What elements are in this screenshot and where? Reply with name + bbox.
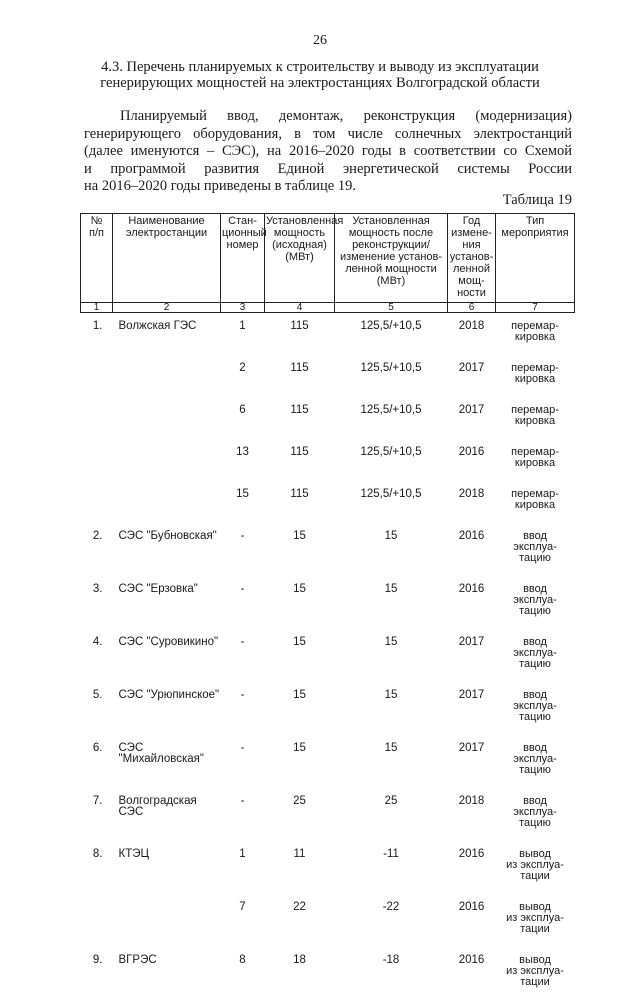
section-title-line: 4.3. Перечень планируемых к строительству и выводу из эксплуатации — [80, 59, 560, 75]
row-number: 5. — [81, 680, 113, 733]
column-header-line: мощность — [266, 227, 333, 239]
column-header-line: реконструкции/ — [336, 239, 446, 251]
original-capacity: 25 — [265, 786, 335, 839]
event-type — [496, 353, 575, 395]
event-type-line: эксплуа- — [497, 595, 574, 606]
column-header-line: Тип — [497, 215, 573, 227]
event-type-line: вывод — [497, 849, 574, 860]
event-type-line: тации — [497, 977, 574, 988]
intro-line: и программой развития Единой энергетической системы России — [84, 161, 572, 179]
table-body — [81, 313, 575, 998]
column-header-line: ния — [449, 239, 494, 251]
event-type-line: тацию — [497, 553, 574, 564]
original-capacity: 15 — [265, 627, 335, 680]
change-year: 2016 — [448, 892, 496, 945]
event-type-line: ввод — [497, 743, 574, 754]
table-header-row — [81, 214, 575, 303]
column-header-line: ленной — [449, 263, 494, 275]
row-number — [81, 892, 113, 945]
row-number: 4. — [81, 627, 113, 680]
table-row — [81, 627, 575, 680]
station-name: Волгоградская СЭС — [113, 786, 221, 839]
column-header-line: мощ- — [449, 275, 494, 287]
event-type-line: тацию — [497, 712, 574, 723]
original-capacity: 22 — [265, 892, 335, 945]
station-name — [113, 395, 221, 437]
station-number: - — [221, 786, 265, 839]
column-header-line: Установленная — [336, 215, 446, 227]
event-type-line: ввод — [497, 796, 574, 807]
intro-line: генерирующего оборудования, в том числе солнечных электростанций — [84, 126, 572, 144]
column-number: 6 — [448, 303, 496, 313]
station-number: - — [221, 521, 265, 574]
table-row — [81, 839, 575, 892]
station-number: - — [221, 574, 265, 627]
event-type-line: тацию — [497, 818, 574, 829]
column-header-line: ности — [449, 287, 494, 299]
original-capacity: 115 — [265, 395, 335, 437]
column-number: 3 — [221, 303, 265, 313]
station-name: СЭС "Суровикино" — [113, 627, 221, 680]
table-caption: Таблица 19 — [503, 192, 572, 209]
capacity-after: -11 — [335, 839, 448, 892]
event-type-line: из эксплуа- — [497, 966, 574, 977]
event-type — [496, 574, 575, 627]
change-year: 2018 — [448, 479, 496, 521]
event-type-line: кировка — [497, 332, 574, 343]
column-header-line: мероприятия — [497, 227, 573, 239]
table-row — [81, 574, 575, 627]
event-type-line: ввод — [497, 690, 574, 701]
original-capacity: 11 — [265, 839, 335, 892]
capacity-after: 15 — [335, 733, 448, 786]
table-row — [81, 353, 575, 395]
table-row — [81, 680, 575, 733]
change-year: 2017 — [448, 680, 496, 733]
column-header-line: Год — [449, 215, 494, 227]
column-header-line: Стан- — [222, 215, 263, 227]
capacity-after: 15 — [335, 574, 448, 627]
change-year: 2018 — [448, 786, 496, 839]
event-type-line: эксплуа- — [497, 648, 574, 659]
event-type — [496, 395, 575, 437]
event-type-line: ввод — [497, 637, 574, 648]
column-header — [448, 214, 496, 303]
original-capacity: 115 — [265, 353, 335, 395]
capacity-after: 15 — [335, 627, 448, 680]
station-name — [113, 353, 221, 395]
page-number: 26 — [0, 33, 640, 49]
event-type-line: тацию — [497, 659, 574, 670]
row-number: 8. — [81, 839, 113, 892]
original-capacity: 15 — [265, 680, 335, 733]
capacity-after: 125,5/+10,5 — [335, 479, 448, 521]
capacity-after: 125,5/+10,5 — [335, 437, 448, 479]
table-row — [81, 786, 575, 839]
station-name: ВГРЭС — [113, 945, 221, 998]
column-number: 4 — [265, 303, 335, 313]
column-header — [496, 214, 575, 303]
original-capacity: 15 — [265, 574, 335, 627]
station-name: КТЭЦ — [113, 839, 221, 892]
change-year: 2018 — [448, 313, 496, 354]
event-type-line: перемар- — [497, 489, 574, 500]
change-year: 2016 — [448, 574, 496, 627]
column-header-line: измене- — [449, 227, 494, 239]
change-year: 2017 — [448, 353, 496, 395]
column-header — [113, 214, 221, 303]
row-number: 9. — [81, 945, 113, 998]
original-capacity: 115 — [265, 313, 335, 354]
station-name — [113, 479, 221, 521]
event-type — [496, 627, 575, 680]
original-capacity: 115 — [265, 479, 335, 521]
station-number: - — [221, 627, 265, 680]
original-capacity: 18 — [265, 945, 335, 998]
event-type — [496, 680, 575, 733]
station-number: 2 — [221, 353, 265, 395]
column-header-line: изменение установ- — [336, 251, 446, 263]
table-row — [81, 733, 575, 786]
column-number: 1 — [81, 303, 113, 313]
event-type-line: эксплуа- — [497, 754, 574, 765]
event-type-line: кировка — [497, 416, 574, 427]
event-type — [496, 839, 575, 892]
capacity-after: -22 — [335, 892, 448, 945]
station-name: Волжская ГЭС — [113, 313, 221, 354]
event-type-line: эксплуа- — [497, 807, 574, 818]
table-row — [81, 313, 575, 354]
station-number: - — [221, 680, 265, 733]
station-number: 1 — [221, 839, 265, 892]
column-header-line: электростанции — [114, 227, 219, 239]
event-type — [496, 313, 575, 354]
capacity-after: 125,5/+10,5 — [335, 353, 448, 395]
intro-paragraph — [84, 108, 572, 196]
column-header-line: мощность после — [336, 227, 446, 239]
capacity-after: 125,5/+10,5 — [335, 313, 448, 354]
event-type-line: из эксплуа- — [497, 860, 574, 871]
row-number: 2. — [81, 521, 113, 574]
column-header-line: Наименование — [114, 215, 219, 227]
column-header-line: № — [82, 215, 111, 227]
event-type-line: тацию — [497, 606, 574, 617]
event-type-line: кировка — [497, 458, 574, 469]
event-type-line: перемар- — [497, 363, 574, 374]
event-type-line: перемар- — [497, 447, 574, 458]
station-name — [113, 437, 221, 479]
row-number: 1. — [81, 313, 113, 354]
change-year: 2017 — [448, 733, 496, 786]
change-year: 2016 — [448, 945, 496, 998]
original-capacity: 15 — [265, 521, 335, 574]
original-capacity: 15 — [265, 733, 335, 786]
column-header — [81, 214, 113, 303]
table-row — [81, 945, 575, 998]
station-number: - — [221, 733, 265, 786]
station-number: 8 — [221, 945, 265, 998]
column-header-line: (МВт) — [336, 275, 446, 287]
event-type-line: ввод — [497, 584, 574, 595]
capacity-after: -18 — [335, 945, 448, 998]
event-type-line: перемар- — [497, 405, 574, 416]
event-type-line: тации — [497, 924, 574, 935]
capacity-after: 125,5/+10,5 — [335, 395, 448, 437]
intro-line: (далее именуются – СЭС), на 2016–2020 годы в соответствии со Схемой — [84, 143, 572, 161]
event-type — [496, 786, 575, 839]
table-row — [81, 521, 575, 574]
row-number: 3. — [81, 574, 113, 627]
capacity-after: 15 — [335, 521, 448, 574]
column-number: 2 — [113, 303, 221, 313]
row-number — [81, 395, 113, 437]
event-type-line: из эксплуа- — [497, 913, 574, 924]
event-type-line: эксплуа- — [497, 542, 574, 553]
event-type — [496, 479, 575, 521]
change-year: 2016 — [448, 839, 496, 892]
change-year: 2017 — [448, 627, 496, 680]
capacity-after: 25 — [335, 786, 448, 839]
column-header-line: установ- — [449, 251, 494, 263]
event-type-line: тации — [497, 871, 574, 882]
column-number-row — [81, 303, 575, 313]
change-year: 2017 — [448, 395, 496, 437]
event-type — [496, 892, 575, 945]
station-number: 1 — [221, 313, 265, 354]
intro-line: Планируемый ввод, демонтаж, реконструкция (модернизация) — [84, 108, 572, 126]
event-type-line: кировка — [497, 374, 574, 385]
table-row — [81, 437, 575, 479]
change-year: 2016 — [448, 437, 496, 479]
generation-table — [80, 213, 575, 998]
section-title-line: генерирующих мощностей на электростанциях Волгоградской области — [80, 75, 560, 91]
row-number — [81, 479, 113, 521]
station-name: СЭС "Бубновская" — [113, 521, 221, 574]
station-number: 6 — [221, 395, 265, 437]
row-number: 7. — [81, 786, 113, 839]
station-name: СЭС "Ерзовка" — [113, 574, 221, 627]
column-header-line: ленной мощности — [336, 263, 446, 275]
column-header-line: п/п — [82, 227, 111, 239]
table-row — [81, 395, 575, 437]
event-type-line: эксплуа- — [497, 701, 574, 712]
event-type-line: кировка — [497, 500, 574, 511]
station-name: СЭС "Михайловская" — [113, 733, 221, 786]
column-header — [221, 214, 265, 303]
column-header-line: (исходная) — [266, 239, 333, 251]
station-number: 13 — [221, 437, 265, 479]
station-number: 7 — [221, 892, 265, 945]
column-number: 5 — [335, 303, 448, 313]
event-type-line: перемар- — [497, 321, 574, 332]
table-row — [81, 479, 575, 521]
intro-line: на 2016–2020 годы приведены в таблице 19. — [84, 178, 572, 196]
row-number — [81, 353, 113, 395]
section-title — [80, 59, 560, 91]
event-type-line: тацию — [497, 765, 574, 776]
table-row — [81, 892, 575, 945]
original-capacity: 115 — [265, 437, 335, 479]
column-header — [265, 214, 335, 303]
event-type — [496, 521, 575, 574]
column-number: 7 — [496, 303, 575, 313]
column-header — [335, 214, 448, 303]
event-type-line: вывод — [497, 902, 574, 913]
change-year: 2016 — [448, 521, 496, 574]
event-type-line: ввод — [497, 531, 574, 542]
column-header-line: ционный — [222, 227, 263, 239]
row-number — [81, 437, 113, 479]
column-header-line: Установленная — [266, 215, 333, 227]
column-header-line: номер — [222, 239, 263, 251]
event-type-line: вывод — [497, 955, 574, 966]
event-type — [496, 437, 575, 479]
capacity-after: 15 — [335, 680, 448, 733]
station-name: СЭС "Урюпинское" — [113, 680, 221, 733]
event-type — [496, 733, 575, 786]
column-header-line: (МВт) — [266, 251, 333, 263]
station-name — [113, 892, 221, 945]
station-number: 15 — [221, 479, 265, 521]
row-number: 6. — [81, 733, 113, 786]
event-type — [496, 945, 575, 998]
